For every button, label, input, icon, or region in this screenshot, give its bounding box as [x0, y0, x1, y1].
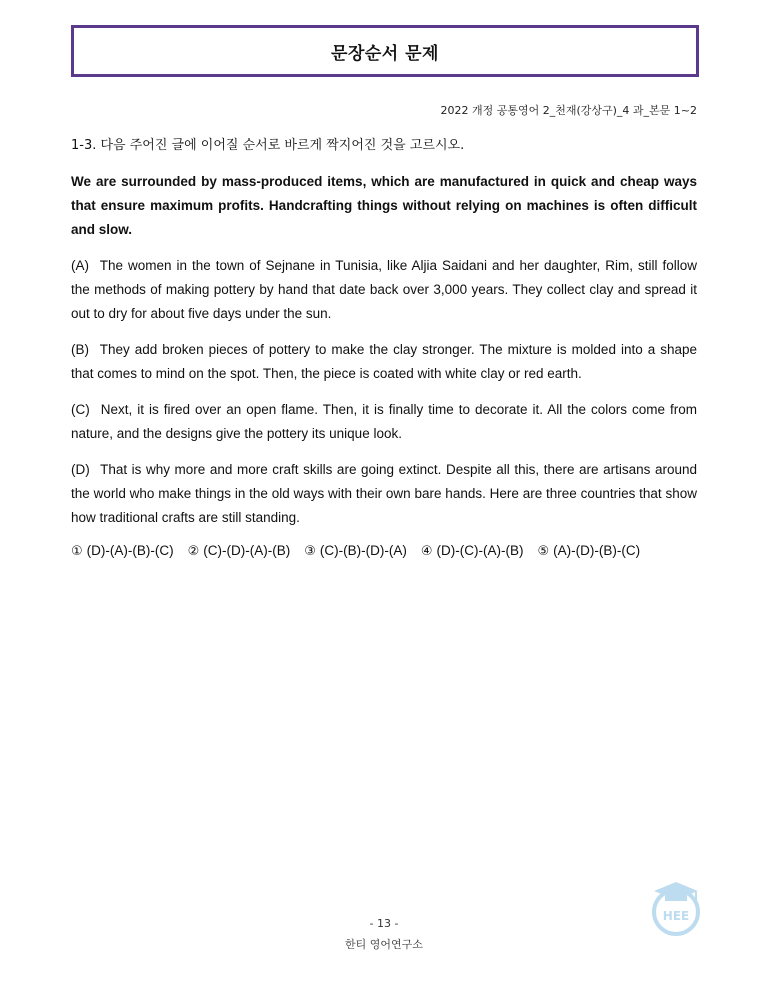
paragraph-d-text: That is why more and more craft skills are going extinct. Despite all this, there are artisans around the world who make things in the old ways with their own bare hands. Here are three countries that show how traditional crafts are still standing.: [71, 462, 697, 525]
hee-logo-icon: [646, 876, 706, 940]
choice-2-number: ②: [187, 544, 200, 559]
title-box: [71, 25, 699, 77]
choice-4[interactable]: [421, 543, 524, 559]
paragraph-d-label: (D): [71, 462, 90, 477]
logo-text: HEE: [662, 909, 690, 923]
choice-2[interactable]: [188, 543, 291, 559]
choice-5-text: (A)-(D)-(B)-(C): [553, 543, 641, 558]
paragraph-d: [71, 458, 697, 530]
answer-choices: [71, 543, 697, 559]
footer-organization: 한티 영어연구소: [345, 938, 423, 951]
paragraph-a: [71, 254, 697, 326]
paragraph-b-text: They add broken pieces of pottery to make the clay stronger. The mixture is molded into a shape that comes to mind on the spot. Then, the piece is coated with white clay or red earth.: [71, 342, 697, 381]
choice-1[interactable]: [71, 543, 174, 559]
choice-3-number: ③: [304, 544, 316, 559]
choice-5[interactable]: [538, 543, 641, 559]
lead-paragraph: We are surrounded by mass-produced items, which are manufactured in quick and cheap ways that ensure maximum profits. Handcrafting things without relying on machines is often difficult and slow.: [71, 174, 697, 237]
question-instruction: 1-3. 다음 주어진 글에 이어질 순서로 바르게 짝지어진 것을 고르시오.: [71, 138, 465, 153]
page-number: - 13 -: [369, 917, 399, 930]
choice-1-number: ①: [71, 544, 83, 559]
choice-4-text: (D)-(C)-(A)-(B): [436, 543, 524, 558]
page-title: 문장순서 문제: [331, 43, 439, 64]
paragraph-b-label: (B): [71, 342, 89, 357]
paragraph-c: [71, 398, 697, 446]
paragraph-b: [71, 338, 697, 386]
choice-3-text: (C)-(B)-(D)-(A): [319, 543, 407, 558]
paragraph-c-text: Next, it is fired over an open flame. Then, it is finally time to decorate it. All the colors come from nature, and the designs give the pottery its unique look.: [71, 402, 697, 441]
choice-5-number: ⑤: [537, 544, 550, 559]
paragraph-a-label: (A): [71, 258, 89, 273]
paragraph-c-label: (C): [71, 402, 90, 417]
choice-2-text: (C)-(D)-(A)-(B): [203, 543, 291, 558]
choice-3[interactable]: [304, 543, 407, 559]
choice-4-number: ④: [420, 544, 433, 559]
paragraph-a-text: The women in the town of Sejnane in Tunisia, like Aljia Saidani and her daughter, Rim, still follow the methods of making pottery by hand that date back over 3,000 years. They collect clay and spread it out to dry for about five days under the sun.: [71, 258, 697, 321]
choice-1-text: (D)-(A)-(B)-(C): [86, 543, 174, 558]
source-line: 2022 개정 공통영어 2_천재(강상구)_4 과_본문 1~2: [440, 104, 697, 117]
